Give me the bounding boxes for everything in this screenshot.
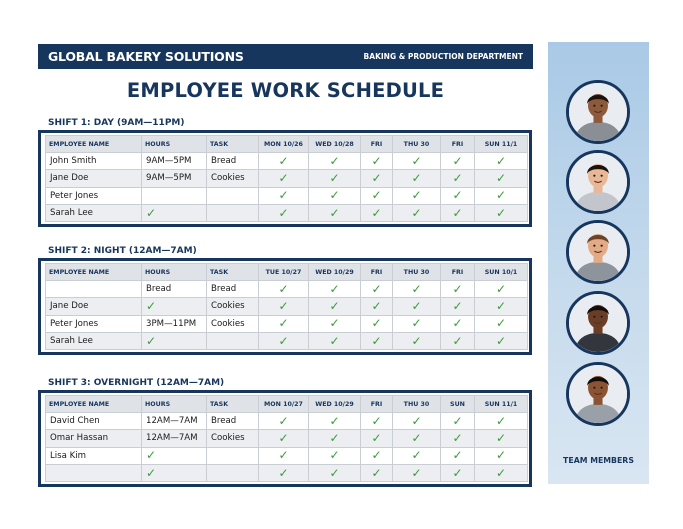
checkmark-icon: ✓ xyxy=(329,333,340,348)
table-cell: Cookies xyxy=(207,430,259,447)
column-header: EMPLOYEE NAME xyxy=(46,264,142,281)
checkmark-icon: ✓ xyxy=(411,430,422,445)
checkmark-icon: ✓ xyxy=(495,333,507,348)
shift-3-title: SHIFT 3: OVERNIGHT (12AM—7AM) xyxy=(48,378,225,388)
team-member-avatar-4 xyxy=(566,291,630,355)
table-cell xyxy=(393,170,441,187)
table-cell xyxy=(142,464,207,481)
table-row xyxy=(46,298,528,315)
employee-name-cell: Peter Jones xyxy=(46,315,142,332)
table-cell xyxy=(441,430,475,447)
company-name: GLOBAL BAKERY SOLUTIONS xyxy=(48,49,244,64)
table-cell xyxy=(142,204,207,221)
checkmark-icon: ✓ xyxy=(411,188,422,203)
table-cell xyxy=(309,170,361,187)
checkmark-icon: ✓ xyxy=(278,281,289,296)
checkmark-icon: ✓ xyxy=(371,465,382,480)
column-header: SUN 10/1 xyxy=(475,264,528,281)
column-header: THU 30 xyxy=(393,396,441,413)
employee-name-cell: David Chen xyxy=(46,413,142,430)
table-cell xyxy=(259,413,309,430)
table-row xyxy=(46,447,528,464)
table-row xyxy=(46,413,528,430)
column-header: SUN 11/1 xyxy=(475,136,528,153)
table-cell xyxy=(441,315,475,332)
column-header: HOURS xyxy=(142,264,207,281)
table-cell xyxy=(309,430,361,447)
employee-name-cell: Lisa Kim xyxy=(46,447,142,464)
checkmark-icon: ✓ xyxy=(411,413,422,428)
column-header: THU 30 xyxy=(393,136,441,153)
checkmark-icon: ✓ xyxy=(495,430,507,445)
checkmark-icon: ✓ xyxy=(371,413,382,428)
employee-name-cell: John Smith xyxy=(46,153,142,170)
checkmark-icon: ✓ xyxy=(452,205,463,220)
checkmark-icon: ✓ xyxy=(371,153,382,168)
table-cell xyxy=(475,298,528,315)
table-cell xyxy=(441,153,475,170)
person-photo-icon xyxy=(569,83,627,141)
table-cell xyxy=(393,204,441,221)
checkmark-icon: ✓ xyxy=(329,170,340,185)
checkmark-icon: ✓ xyxy=(329,188,340,203)
column-header: SUN xyxy=(441,396,475,413)
shift-3-table-frame xyxy=(38,390,532,487)
table-cell xyxy=(441,281,475,298)
table-cell xyxy=(361,204,393,221)
checkmark-icon: ✓ xyxy=(329,316,340,331)
table-cell xyxy=(441,413,475,430)
checkmark-icon: ✓ xyxy=(329,298,340,313)
table-cell xyxy=(475,430,528,447)
column-header: FRI xyxy=(361,264,393,281)
team-members-label: TEAM MEMBERS xyxy=(563,456,634,465)
checkmark-icon: ✓ xyxy=(411,170,422,185)
table-cell xyxy=(475,170,528,187)
shift-1-body xyxy=(46,153,528,222)
checkmark-icon: ✓ xyxy=(146,333,157,348)
table-cell xyxy=(309,204,361,221)
checkmark-icon: ✓ xyxy=(146,298,157,313)
column-header: TASK xyxy=(207,136,259,153)
table-cell xyxy=(475,153,528,170)
column-header: FRI xyxy=(361,136,393,153)
table-cell xyxy=(259,430,309,447)
checkmark-icon: ✓ xyxy=(495,153,507,168)
table-cell xyxy=(309,315,361,332)
table-cell: Cookies xyxy=(207,170,259,187)
table-cell: Bread xyxy=(207,413,259,430)
checkmark-icon: ✓ xyxy=(411,281,422,296)
table-cell xyxy=(259,170,309,187)
column-header: MON 10/26 xyxy=(259,136,309,153)
table-cell xyxy=(361,187,393,204)
checkmark-icon: ✓ xyxy=(452,281,463,296)
table-cell xyxy=(259,298,309,315)
employee-name-cell xyxy=(46,281,142,298)
checkmark-icon: ✓ xyxy=(452,153,463,168)
checkmark-icon: ✓ xyxy=(452,298,463,313)
table-cell xyxy=(207,464,259,481)
table-cell xyxy=(361,170,393,187)
checkmark-icon: ✓ xyxy=(329,281,340,296)
checkmark-icon: ✓ xyxy=(411,465,422,480)
column-header: FRI xyxy=(361,396,393,413)
checkmark-icon: ✓ xyxy=(411,298,422,313)
column-header: HOURS xyxy=(142,396,207,413)
table-cell xyxy=(475,281,528,298)
table-row xyxy=(46,187,528,204)
table-cell xyxy=(309,332,361,349)
table-cell xyxy=(475,204,528,221)
checkmark-icon: ✓ xyxy=(495,281,507,296)
table-cell xyxy=(393,315,441,332)
person-photo-icon xyxy=(569,365,627,423)
checkmark-icon: ✓ xyxy=(495,205,507,220)
table-cell xyxy=(441,332,475,349)
shift-2-header-row xyxy=(46,264,528,281)
table-cell xyxy=(475,332,528,349)
team-member-avatar-5 xyxy=(566,362,630,426)
table-cell xyxy=(259,204,309,221)
checkmark-icon: ✓ xyxy=(278,298,289,313)
checkmark-icon: ✓ xyxy=(495,316,507,331)
checkmark-icon: ✓ xyxy=(278,205,289,220)
table-cell xyxy=(142,447,207,464)
table-cell xyxy=(441,187,475,204)
table-cell xyxy=(361,464,393,481)
table-cell xyxy=(441,204,475,221)
checkmark-icon: ✓ xyxy=(329,205,340,220)
table-cell xyxy=(393,447,441,464)
checkmark-icon: ✓ xyxy=(278,333,289,348)
table-cell: 9AM—5PM xyxy=(142,170,207,187)
table-cell xyxy=(475,447,528,464)
shift-1-header-row xyxy=(46,136,528,153)
table-cell: 12AM—7AM xyxy=(142,430,207,447)
table-cell xyxy=(142,187,207,204)
checkmark-icon: ✓ xyxy=(371,298,382,313)
table-cell: Bread xyxy=(142,281,207,298)
table-cell xyxy=(361,413,393,430)
checkmark-icon: ✓ xyxy=(371,188,382,203)
employee-name-cell xyxy=(46,464,142,481)
table-cell xyxy=(259,153,309,170)
checkmark-icon: ✓ xyxy=(371,333,382,348)
employee-name-cell: Jane Doe xyxy=(46,170,142,187)
employee-name-cell: Jane Doe xyxy=(46,298,142,315)
checkmark-icon: ✓ xyxy=(495,188,507,203)
shift-2-table-frame xyxy=(38,258,532,355)
table-cell xyxy=(142,298,207,315)
checkmark-icon: ✓ xyxy=(278,465,289,480)
table-cell xyxy=(207,447,259,464)
table-cell xyxy=(441,170,475,187)
table-cell xyxy=(142,332,207,349)
table-cell xyxy=(207,332,259,349)
shift-1-table xyxy=(45,135,528,222)
checkmark-icon: ✓ xyxy=(452,413,463,428)
shift-2-body xyxy=(46,281,528,350)
table-cell xyxy=(475,187,528,204)
column-header: WED 10/28 xyxy=(309,136,361,153)
department-name: BAKING & PRODUCTION DEPARTMENT xyxy=(363,52,523,61)
checkmark-icon: ✓ xyxy=(329,413,340,428)
checkmark-icon: ✓ xyxy=(452,333,463,348)
table-cell: Cookies xyxy=(207,298,259,315)
column-header: TUE 10/27 xyxy=(259,264,309,281)
checkmark-icon: ✓ xyxy=(329,448,340,463)
table-cell xyxy=(309,298,361,315)
column-header: TASK xyxy=(207,264,259,281)
table-cell: 3PM—11PM xyxy=(142,315,207,332)
table-cell xyxy=(309,464,361,481)
column-header: FRI xyxy=(441,136,475,153)
table-cell xyxy=(393,464,441,481)
checkmark-icon: ✓ xyxy=(278,188,289,203)
shift-2-title: SHIFT 2: NIGHT (12AM—7AM) xyxy=(48,246,197,256)
table-cell xyxy=(309,153,361,170)
table-cell xyxy=(309,187,361,204)
checkmark-icon: ✓ xyxy=(411,316,422,331)
checkmark-icon: ✓ xyxy=(329,153,340,168)
person-photo-icon xyxy=(569,223,627,281)
checkmark-icon: ✓ xyxy=(146,465,157,480)
person-photo-icon xyxy=(569,153,627,211)
checkmark-icon: ✓ xyxy=(452,430,463,445)
checkmark-icon: ✓ xyxy=(495,170,507,185)
team-panel xyxy=(548,42,649,484)
table-row xyxy=(46,153,528,170)
checkmark-icon: ✓ xyxy=(278,413,289,428)
shift-1-table-frame xyxy=(38,130,532,227)
table-cell xyxy=(441,447,475,464)
table-cell xyxy=(475,413,528,430)
table-cell xyxy=(309,413,361,430)
table-cell xyxy=(361,281,393,298)
table-cell xyxy=(361,315,393,332)
checkmark-icon: ✓ xyxy=(146,205,157,220)
checkmark-icon: ✓ xyxy=(371,316,382,331)
page-title: EMPLOYEE WORK SCHEDULE xyxy=(126,79,445,102)
table-row xyxy=(46,281,528,298)
checkmark-icon: ✓ xyxy=(411,448,422,463)
checkmark-icon: ✓ xyxy=(146,448,157,463)
table-cell: Bread xyxy=(207,153,259,170)
employee-name-cell: Sarah Lee xyxy=(46,204,142,221)
table-row xyxy=(46,170,528,187)
table-cell xyxy=(393,332,441,349)
table-row xyxy=(46,204,528,221)
checkmark-icon: ✓ xyxy=(278,316,289,331)
table-cell xyxy=(361,447,393,464)
table-cell xyxy=(361,430,393,447)
table-cell xyxy=(475,315,528,332)
employee-name-cell: Sarah Lee xyxy=(46,332,142,349)
checkmark-icon: ✓ xyxy=(495,448,507,463)
table-cell xyxy=(207,204,259,221)
shift-3-body xyxy=(46,413,528,482)
checkmark-icon: ✓ xyxy=(329,430,340,445)
column-header: THU 30 xyxy=(393,264,441,281)
table-cell xyxy=(441,298,475,315)
column-header: FRI xyxy=(441,264,475,281)
table-cell xyxy=(259,447,309,464)
checkmark-icon: ✓ xyxy=(278,430,289,445)
checkmark-icon: ✓ xyxy=(495,298,507,313)
table-row xyxy=(46,315,528,332)
person-photo-icon xyxy=(569,294,627,352)
column-header: EMPLOYEE NAME xyxy=(46,396,142,413)
checkmark-icon: ✓ xyxy=(452,170,463,185)
checkmark-icon: ✓ xyxy=(278,153,289,168)
checkmark-icon: ✓ xyxy=(371,281,382,296)
checkmark-icon: ✓ xyxy=(495,465,507,480)
checkmark-icon: ✓ xyxy=(452,316,463,331)
table-cell xyxy=(259,281,309,298)
column-header: WED 10/29 xyxy=(309,264,361,281)
table-cell xyxy=(259,332,309,349)
checkmark-icon: ✓ xyxy=(371,448,382,463)
employee-name-cell: Peter Jones xyxy=(46,187,142,204)
column-header: WED 10/29 xyxy=(309,396,361,413)
header-bar xyxy=(38,44,533,69)
column-header: SUN 11/1 xyxy=(475,396,528,413)
table-cell xyxy=(393,153,441,170)
table-cell xyxy=(259,187,309,204)
table-cell xyxy=(393,187,441,204)
checkmark-icon: ✓ xyxy=(495,413,507,428)
table-row xyxy=(46,464,528,481)
table-row xyxy=(46,332,528,349)
column-header: EMPLOYEE NAME xyxy=(46,136,142,153)
checkmark-icon: ✓ xyxy=(329,465,340,480)
checkmark-icon: ✓ xyxy=(371,205,382,220)
table-cell xyxy=(259,315,309,332)
table-cell: 9AM—5PM xyxy=(142,153,207,170)
employee-name-cell: Omar Hassan xyxy=(46,430,142,447)
table-cell: 12AM—7AM xyxy=(142,413,207,430)
table-cell xyxy=(475,464,528,481)
team-member-avatar-1 xyxy=(566,80,630,144)
table-cell xyxy=(393,281,441,298)
table-cell xyxy=(309,447,361,464)
checkmark-icon: ✓ xyxy=(278,170,289,185)
shift-2-table xyxy=(45,263,528,350)
shift-1-title: SHIFT 1: DAY (9AM—11PM) xyxy=(48,118,185,128)
column-header: MON 10/27 xyxy=(259,396,309,413)
shift-3-table xyxy=(45,395,528,482)
table-cell xyxy=(393,298,441,315)
table-cell xyxy=(207,187,259,204)
team-member-avatar-3 xyxy=(566,220,630,284)
table-cell xyxy=(309,281,361,298)
table-cell xyxy=(361,298,393,315)
shift-3-header-row xyxy=(46,396,528,413)
column-header: HOURS xyxy=(142,136,207,153)
column-header: TASK xyxy=(207,396,259,413)
checkmark-icon: ✓ xyxy=(278,448,289,463)
checkmark-icon: ✓ xyxy=(452,465,463,480)
table-cell xyxy=(393,430,441,447)
checkmark-icon: ✓ xyxy=(452,448,463,463)
checkmark-icon: ✓ xyxy=(411,205,422,220)
checkmark-icon: ✓ xyxy=(371,170,382,185)
table-cell: Bread xyxy=(207,281,259,298)
checkmark-icon: ✓ xyxy=(411,333,422,348)
table-cell xyxy=(259,464,309,481)
table-cell: Cookies xyxy=(207,315,259,332)
table-cell xyxy=(393,413,441,430)
table-row xyxy=(46,430,528,447)
table-cell xyxy=(361,153,393,170)
checkmark-icon: ✓ xyxy=(371,430,382,445)
checkmark-icon: ✓ xyxy=(452,188,463,203)
team-member-avatar-2 xyxy=(566,150,630,214)
table-cell xyxy=(361,332,393,349)
checkmark-icon: ✓ xyxy=(411,153,422,168)
table-cell xyxy=(441,464,475,481)
